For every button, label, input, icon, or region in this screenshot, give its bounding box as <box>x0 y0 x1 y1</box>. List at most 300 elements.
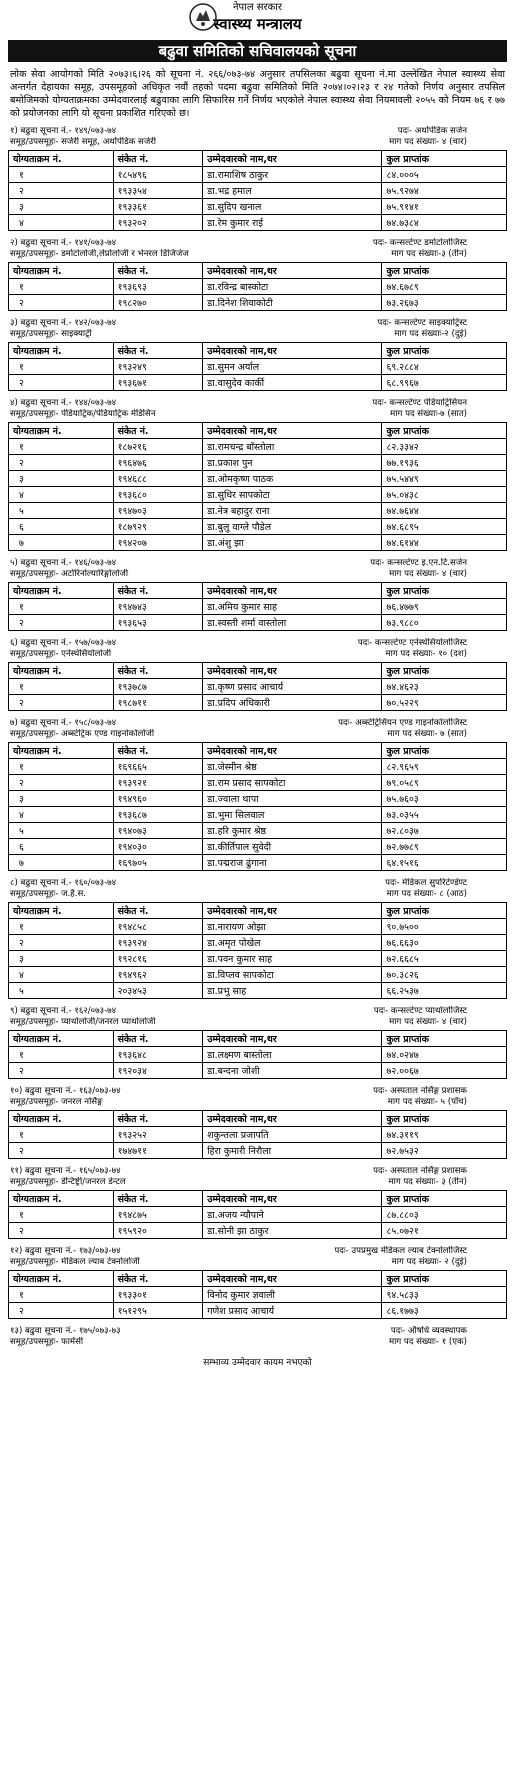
table-cell: २ <box>9 375 114 391</box>
section-meta <box>8 1326 507 1348</box>
table-cell: १९३६९३ <box>113 279 203 295</box>
table-row <box>9 535 507 551</box>
table-cell: १ <box>9 919 114 935</box>
column-header: उम्मेदवारको नाम,थर <box>203 151 382 167</box>
post-name: पदः- कन्सल्टेण्ट इ.एन.टि.सर्जन <box>370 558 467 568</box>
table-row <box>9 983 507 999</box>
table-header-row <box>9 583 507 599</box>
notice-number: ४) बढुवा सूचना नं.- १४४/०७३-७४ <box>10 398 117 408</box>
footer-note: सम्भाव्य उम्मेदवार कायम नभएको <box>203 1358 312 1368</box>
table-header-row <box>9 1111 507 1127</box>
demand-count: माग पद संख्याः-३ (तीन) <box>391 249 467 259</box>
table-cell: १९३६४८ <box>113 1047 203 1063</box>
table-cell: २ <box>9 295 114 311</box>
column-header: योग्यताक्रम नं. <box>9 743 114 759</box>
column-header: संकेत नं. <box>113 423 203 439</box>
table-row <box>9 1223 507 1239</box>
table-cell: १९८७११ <box>113 695 203 711</box>
table-cell: ७९.०५८९ <box>382 775 507 791</box>
column-header: कुल प्राप्तांक <box>382 1191 507 1207</box>
section-meta-row <box>8 1017 507 1028</box>
table-cell: १५१२९५ <box>113 1303 203 1319</box>
table-row <box>9 919 507 935</box>
post-name: पदः- अर्थोपेडिक सर्जन <box>397 126 467 136</box>
table-cell: ४ <box>9 967 114 983</box>
table-row <box>9 615 507 631</box>
nepal-emblem-icon <box>188 2 218 32</box>
notice-number: ७) बढुवा सूचना नं.- १५८/०७३-७४ <box>10 718 117 728</box>
group-name: समूह/उपसमूहः- मेडिकल ल्याब टेक्नोलोजी <box>10 1257 140 1267</box>
table-cell: डा.पवन कुमार साह <box>203 951 382 967</box>
column-header: उम्मेदवारको नाम,थर <box>203 1031 382 1047</box>
notice-number: १२) बढुवा सूचना नं.- १७३/०७३-७४ <box>10 1246 121 1256</box>
demand-count: माग पद संख्याः-७ (सात) <box>390 409 467 419</box>
section-meta <box>8 398 507 420</box>
post-name: पदः- मेडिकल सुपरिटेण्डेण्ट <box>385 878 467 888</box>
group-name: समूह/उपसमूहः- पेडियाट्रिक/पेडियाट्रिक मेडिसिन <box>10 409 156 419</box>
table-cell: १९३९२१ <box>113 775 203 791</box>
table-row <box>9 167 507 183</box>
results-table <box>8 422 507 551</box>
table-cell: हिरा कुमारी निरौला <box>203 1143 382 1159</box>
section-meta-row <box>8 1326 507 1337</box>
table-row <box>9 471 507 487</box>
demand-count: माग पद संख्याः- १ (एक) <box>389 1337 467 1347</box>
section-meta-row <box>8 569 507 580</box>
table-cell: १९४०३० <box>113 839 203 855</box>
table-header-row <box>9 1191 507 1207</box>
table-cell: गणेश प्रसाद आचार्य <box>203 1303 382 1319</box>
table-cell: ७२.७७८९ <box>382 839 507 855</box>
table-cell: १९४६८८ <box>113 471 203 487</box>
table-cell: ८४.०००५ <box>382 167 507 183</box>
table-cell: डा.ओमकृष्ण पाठक <box>203 471 382 487</box>
table-cell: डा.स्वस्ती शर्मा वास्तोला <box>203 615 382 631</box>
table-header-row <box>9 663 507 679</box>
table-cell: डा.विप्लव सापकोटा <box>203 967 382 983</box>
notice-section <box>8 126 507 231</box>
section-meta-row <box>8 249 507 260</box>
section-meta-row <box>8 137 507 148</box>
notice-section <box>8 238 507 311</box>
section-meta <box>8 878 507 900</box>
section-meta-row <box>8 1086 507 1097</box>
table-cell: ३ <box>9 199 114 215</box>
table-cell: १९३३५४ <box>113 183 203 199</box>
table-cell: १९३६८७ <box>113 807 203 823</box>
table-row <box>9 1047 507 1063</box>
table-cell: ७४.४६२३ <box>382 679 507 695</box>
table-header-row <box>9 343 507 359</box>
column-header: उम्मेदवारको नाम,थर <box>203 1191 382 1207</box>
table-row <box>9 487 507 503</box>
post-name: पदः- कन्सल्टेण्ट डर्माटोलोजिस्ट <box>372 238 467 248</box>
results-table <box>8 662 507 711</box>
demand-count: माग पद संख्याः- ५ (पाँच) <box>387 1097 467 1107</box>
table-cell: ५ <box>9 823 114 839</box>
table-cell: ७५.९१४१ <box>382 199 507 215</box>
table-row <box>9 183 507 199</box>
column-header: कुल प्राप्तांक <box>382 663 507 679</box>
group-name: समूह/उपसमूहः- ज.है.स. <box>10 889 87 899</box>
group-name: समूह/उपसमूहः- एनेस्थेसियोलोजी <box>10 649 112 659</box>
table-row <box>9 1143 507 1159</box>
table-row <box>9 599 507 615</box>
table-row <box>9 359 507 375</box>
table-cell: ७६.४७७९ <box>382 599 507 615</box>
column-header: कुल प्राप्तांक <box>382 423 507 439</box>
table-cell: डा.हरि कुमार श्रेष्ठ <box>203 823 382 839</box>
table-cell: डा.प्रदिप अधिकारी <box>203 695 382 711</box>
section-meta-row <box>8 718 507 729</box>
table-cell: ४ <box>9 807 114 823</box>
group-name: समूह/उपसमूहः- जनरल नर्सिङ्ग <box>10 1097 103 1107</box>
table-cell: २ <box>9 935 114 951</box>
table-cell: डा.बन्दना जोशी <box>203 1063 382 1079</box>
column-header: योग्यताक्रम नं. <box>9 263 114 279</box>
demand-count: माग पद संख्याः- ४ (चार) <box>389 569 467 579</box>
section-meta <box>8 1006 507 1028</box>
column-header: योग्यताक्रम नं. <box>9 1191 114 1207</box>
section-meta <box>8 718 507 740</box>
table-cell: डा.अमिय कुमार साह <box>203 599 382 615</box>
table-cell: ३ <box>9 951 114 967</box>
table-cell: डा.अजय न्यौपाने <box>203 1207 382 1223</box>
table-header-row <box>9 423 507 439</box>
table-cell: १ <box>9 1287 114 1303</box>
section-meta <box>8 1086 507 1108</box>
table-cell: १ <box>9 359 114 375</box>
section-meta-row <box>8 878 507 889</box>
table-cell: ७२.६६८५ <box>382 951 507 967</box>
table-cell: ७३.९८८० <box>382 615 507 631</box>
column-header: उम्मेदवारको नाम,थर <box>203 1271 382 1287</box>
column-header: कुल प्राप्तांक <box>382 903 507 919</box>
table-cell: ७४.०२४७ <box>382 1047 507 1063</box>
post-name: पदः- कन्सल्टेण्ट साइक्याट्रिस्ट <box>377 318 467 328</box>
table-cell: १९४७४३ <box>113 599 203 615</box>
group-name: समूह/उपसमूहः- अटोरिनोल्यारिङ्गोलोजी <box>10 569 129 579</box>
section-meta <box>8 1166 507 1188</box>
notice-section <box>8 398 507 551</box>
table-row <box>9 1287 507 1303</box>
column-header: उम्मेदवारको नाम,थर <box>203 663 382 679</box>
table-cell: १ <box>9 1207 114 1223</box>
table-row <box>9 951 507 967</box>
column-header: योग्यताक्रम नं. <box>9 423 114 439</box>
column-header: योग्यताक्रम नं. <box>9 151 114 167</box>
intro-paragraph: लोक सेवा आयोगको मिति २०७३।६।२६ को सूचना नं. २६६/०७३-७४ अनुसार तपसिलका बढुवा सूचना नं.मा उल्लेखित नेपाल स्वास्थ्य सेवा अन्तर्गत देहायका समूह, उपसमूहको अधिकृत नवौं तहको पदमा बढुवा समितिको मिति २०७४।०२।२३ र २४ गतेको निर्णय अनुसार तपसिल बमोजिमको योग्यताक्रमका उम्मेदवारलाई बढुवाका लागि सिफारिस गर्ने निर्णय भएकोले नेपाल स्वास्थ्य सेवा नियमावली २०५५ को नियम ७६ र ७७ को प्रयोजनका लागि यो सूचना प्रकाशित गरिएको छ। <box>10 69 505 119</box>
table-cell: १९३६५३ <box>113 615 203 631</box>
table-cell: डा.सुमन अर्याल <box>203 359 382 375</box>
table-cell: डा.रामाशिष ठाकुर <box>203 167 382 183</box>
section-meta-row <box>8 238 507 249</box>
column-header: योग्यताक्रम नं. <box>9 903 114 919</box>
notice-number: ३) बढुवा सूचना नं.- १४२/०७३-७४ <box>10 318 117 328</box>
table-row <box>9 967 507 983</box>
table-cell: डा.भद्र हमाल <box>203 183 382 199</box>
group-name: समूह/उपसमूहः- फार्मेसी <box>10 1337 84 1347</box>
table-cell: १९४८७५ <box>113 1207 203 1223</box>
table-row <box>9 439 507 455</box>
section-meta-row <box>8 1337 507 1348</box>
table-cell: १९३२५२ <box>113 1127 203 1143</box>
table-cell: ८२.३३४२ <box>382 439 507 455</box>
section-meta-row <box>8 318 507 329</box>
column-header: संकेत नं. <box>113 1271 203 1287</box>
section-meta <box>8 638 507 660</box>
table-header-row <box>9 1271 507 1287</box>
column-header: उम्मेदवारको नाम,थर <box>203 263 382 279</box>
table-cell: १९२८१६ <box>113 951 203 967</box>
masthead <box>8 0 507 40</box>
table-cell: डा.कृष्ण प्रसाद आचार्य <box>203 679 382 695</box>
table-cell: ७४.७६४४ <box>382 503 507 519</box>
table-cell: २ <box>9 1223 114 1239</box>
table-cell: ६८.९९६७ <box>382 375 507 391</box>
table-cell: २०३४५३ <box>113 983 203 999</box>
table-row <box>9 1127 507 1143</box>
table-row <box>9 215 507 231</box>
table-cell: १ <box>9 1047 114 1063</box>
column-header: कुल प्राप्तांक <box>382 151 507 167</box>
table-cell: २ <box>9 183 114 199</box>
column-header: कुल प्राप्तांक <box>382 343 507 359</box>
table-cell: ७५.७६०३ <box>382 791 507 807</box>
table-cell: २ <box>9 1143 114 1159</box>
table-row <box>9 1063 507 1079</box>
demand-count: माग पद संख्याः- १० (दश) <box>385 649 467 659</box>
table-cell: ७४.६१४४ <box>382 535 507 551</box>
table-header-row <box>9 151 507 167</box>
column-header: योग्यताक्रम नं. <box>9 1271 114 1287</box>
notice-number: ५) बढुवा सूचना नं.- १४६/०७३-७४ <box>10 558 117 568</box>
group-name: समूह/उपसमूहः- साइक्याट्री <box>10 329 92 339</box>
column-header: कुल प्राप्तांक <box>382 1271 507 1287</box>
section-meta <box>8 126 507 148</box>
demand-count: माग पद संख्याः-२ (दुई) <box>394 329 467 339</box>
table-cell: ४ <box>9 215 114 231</box>
notice-section <box>8 638 507 711</box>
table-cell: १९५९२० <box>113 1223 203 1239</box>
table-cell: डा.बुलु वाग्ले पौडेल <box>203 519 382 535</box>
table-cell: १ <box>9 759 114 775</box>
table-cell: १ <box>9 439 114 455</box>
table-cell: १८५४९६ <box>113 167 203 183</box>
table-cell: ६ <box>9 839 114 855</box>
section-meta-row <box>8 1006 507 1017</box>
column-header: संकेत नं. <box>113 583 203 599</box>
table-row <box>9 791 507 807</box>
notice-section <box>8 1006 507 1079</box>
table-cell: १९४९६२ <box>113 967 203 983</box>
table-cell: ७६.६६३० <box>382 935 507 951</box>
column-header: योग्यताक्रम नं. <box>9 1031 114 1047</box>
column-header: योग्यताक्रम नं. <box>9 663 114 679</box>
table-cell: १९३३०१ <box>113 1287 203 1303</box>
table-cell: ६४.१५१६ <box>382 855 507 871</box>
section-meta-row <box>8 329 507 340</box>
ministry-title: स्वास्थ्य मन्त्रालय <box>213 15 302 33</box>
table-row <box>9 199 507 215</box>
column-header: उम्मेदवारको नाम,थर <box>203 1111 382 1127</box>
column-header: उम्मेदवारको नाम,थर <box>203 423 382 439</box>
table-cell: डा.सुधिर सापकोटा <box>203 487 382 503</box>
table-row <box>9 807 507 823</box>
column-header: संकेत नं. <box>113 743 203 759</box>
table-cell: डा.पद्मराज ढुंगाना <box>203 855 382 871</box>
notice-number: ६) बढुवा सूचना नं.- १५७/०७३-७४ <box>10 638 117 648</box>
table-cell: १९३३६१ <box>113 199 203 215</box>
column-header: योग्यताक्रम नं. <box>9 1111 114 1127</box>
notice-number: २) बढुवा सूचना नं.- १४१/०७३-७४ <box>10 238 117 248</box>
notice-section <box>8 1166 507 1239</box>
table-cell: डा.भुमा सिलवाल <box>203 807 382 823</box>
results-table <box>8 1110 507 1159</box>
table-cell: ७३.०३५५ <box>382 807 507 823</box>
table-row <box>9 295 507 311</box>
notice-section <box>8 318 507 391</box>
table-cell: १ <box>9 599 114 615</box>
group-name: समूह/उपसमूहः- डर्माटोलोजी,लेप्रोलोजी र भेनरल डिजिजेज <box>10 249 189 259</box>
table-cell: २ <box>9 775 114 791</box>
section-meta-row <box>8 1166 507 1177</box>
table-cell: ४ <box>9 487 114 503</box>
table-cell: डा.अंशु झा <box>203 535 382 551</box>
table-row <box>9 279 507 295</box>
table-cell: ७३.२६७३ <box>382 295 507 311</box>
group-name: समूह/उपसमूहः- प्याथोलोजी/जनरल प्याथोलोजी <box>10 1017 156 1027</box>
table-cell: ७०.५२२९ <box>382 695 507 711</box>
demand-count: माग पद संख्याः- ४ (चार) <box>389 137 467 147</box>
table-cell: ८२.९६५९ <box>382 759 507 775</box>
table-cell: १९४८५८ <box>113 919 203 935</box>
table-cell: ८५.०७२१ <box>382 1223 507 1239</box>
table-cell: डा.अमृत पोखेल <box>203 935 382 951</box>
government-label: नेपाल सरकार <box>233 2 282 13</box>
notice-section <box>8 878 507 999</box>
post-name: पदः- कन्सल्टेण्ट एनेस्थेसियोलोजिस्ट <box>357 638 467 648</box>
column-header: उम्मेदवारको नाम,थर <box>203 903 382 919</box>
results-table <box>8 1030 507 1079</box>
table-cell: ७५.९२७४ <box>382 183 507 199</box>
table-row <box>9 695 507 711</box>
table-cell: डा.जेस्मीन श्रेष्ठ <box>203 759 382 775</box>
table-cell: ७४.३११९ <box>382 1127 507 1143</box>
notice-banner: बढुवा समितिको सचिवालयको सूचना <box>8 40 507 62</box>
post-name: पदः- उपप्रमुख मेडिकल ल्याब टेक्नोलोजिस्ट <box>334 1246 467 1256</box>
demand-count: माग पद संख्याः- २ (दुई) <box>391 1257 467 1267</box>
table-cell: ८६.१७७३ <box>382 1303 507 1319</box>
notice-section <box>8 1086 507 1159</box>
table-cell: डा.दिनेश शिवाकोटी <box>203 295 382 311</box>
demand-count: माग पद संख्याः- ३ (तीन) <box>388 1177 467 1187</box>
column-header: कुल प्राप्तांक <box>382 1111 507 1127</box>
section-meta-row <box>8 649 507 660</box>
table-cell: डा.रेम कुमार राई <box>203 215 382 231</box>
table-cell: ९०.७५०० <box>382 919 507 935</box>
table-cell: ७२.८०३७ <box>382 823 507 839</box>
table-cell: १८७२१६ <box>113 439 203 455</box>
notice-section <box>8 718 507 871</box>
table-cell: ७५.५४४९ <box>382 471 507 487</box>
table-cell: डा.सुदिप खनाल <box>203 199 382 215</box>
table-row <box>9 775 507 791</box>
column-header: उम्मेदवारको नाम,थर <box>203 743 382 759</box>
table-row <box>9 455 507 471</box>
table-cell: ७४.६७८९ <box>382 279 507 295</box>
table-row <box>9 1303 507 1319</box>
demand-count: माग पद संख्याः- ४ (चार) <box>389 1017 467 1027</box>
column-header: संकेत नं. <box>113 151 203 167</box>
table-cell: २ <box>9 1063 114 1079</box>
results-table <box>8 1270 507 1319</box>
table-cell: २ <box>9 695 114 711</box>
table-cell: ३ <box>9 471 114 487</box>
column-header: उम्मेदवारको नाम,थर <box>203 343 382 359</box>
table-cell: २ <box>9 615 114 631</box>
section-meta-row <box>8 638 507 649</box>
table-cell: १९३६८० <box>113 487 203 503</box>
table-row <box>9 855 507 871</box>
table-cell: डा.राम प्रसाद सापकोटा <box>203 775 382 791</box>
table-row <box>9 839 507 855</box>
section-meta-row <box>8 409 507 420</box>
section-meta <box>8 238 507 260</box>
table-cell: १९४७०३ <box>113 503 203 519</box>
post-name: पदः- अस्पताल नर्सिङ्ग प्रशासक <box>373 1086 467 1096</box>
table-cell: १९८२७० <box>113 295 203 311</box>
table-cell: १९३९२४ <box>113 935 203 951</box>
table-cell: ९४.५८३३ <box>382 1287 507 1303</box>
notice-number: ११) बढुवा सूचना नं.- १६५/०७३-७४ <box>10 1166 121 1176</box>
table-header-row <box>9 263 507 279</box>
column-header: संकेत नं. <box>113 663 203 679</box>
notice-number: ८) बढुवा सूचना नं.- १६०/०७३-७४ <box>10 878 117 888</box>
results-table <box>8 342 507 391</box>
notice-number: १३) बढुवा सूचना नं.- १७५/०७३-७३ <box>10 1326 121 1336</box>
table-cell: ७०.३८२६ <box>382 967 507 983</box>
table-cell: १ <box>9 279 114 295</box>
table-cell: १७४७११ <box>113 1143 203 1159</box>
column-header: संकेत नं. <box>113 263 203 279</box>
table-row <box>9 375 507 391</box>
table-cell: ७ <box>9 855 114 871</box>
column-header: संकेत नं. <box>113 903 203 919</box>
column-header: कुल प्राप्तांक <box>382 263 507 279</box>
column-header: योग्यताक्रम नं. <box>9 343 114 359</box>
column-header: संकेत नं. <box>113 1191 203 1207</box>
column-header: कुल प्राप्तांक <box>382 1031 507 1047</box>
results-table <box>8 262 507 311</box>
column-header: कुल प्राप्तांक <box>382 743 507 759</box>
section-meta-row <box>8 1246 507 1257</box>
table-cell: २ <box>9 1303 114 1319</box>
group-name: समूह/उपसमूहः- सर्जरी समूह, अर्थोपेडिक सर्जरी <box>10 137 156 147</box>
table-cell: डा.रविन्द्र बास्कोटा <box>203 279 382 295</box>
table-cell: १९३६७१ <box>113 375 203 391</box>
table-row <box>9 519 507 535</box>
table-cell: ८७.८८०३ <box>382 1207 507 1223</box>
notice-section <box>8 558 507 631</box>
group-name: समूह/उपसमूहः- अब्स्टेट्रिक एण्ड गाइनोकोलोजी <box>10 729 155 739</box>
post-name: पदः- औषधि व्यवस्थापक <box>390 1326 467 1336</box>
notice-number: १०) बढुवा सूचना नं.- १६३/०७३-७४ <box>10 1086 121 1096</box>
column-header: योग्यताक्रम नं. <box>9 583 114 599</box>
table-cell: डा.सोनी झा ठाकुर <box>203 1223 382 1239</box>
table-header-row <box>9 903 507 919</box>
results-table <box>8 742 507 871</box>
